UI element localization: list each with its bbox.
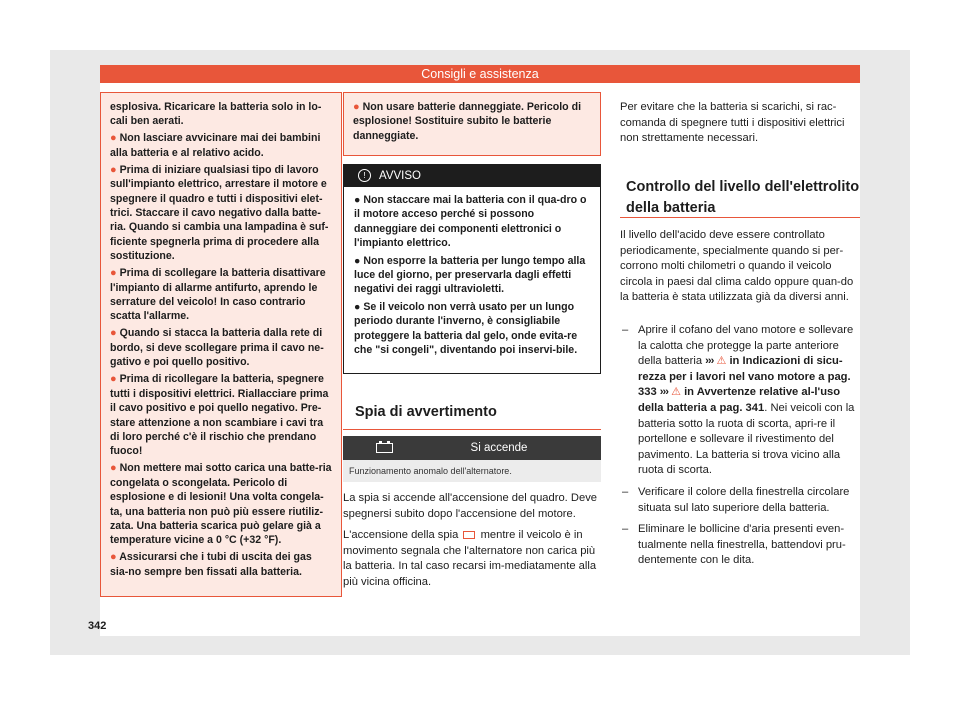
section-rule	[343, 429, 601, 430]
dash: –	[622, 485, 629, 498]
avviso-text: Non esporre la batteria per lungo tempo alla luce del giorno, per preservarla dagli effetti negativi dei raggi ultravioletti.	[354, 254, 586, 296]
step3-text: Eliminare le bollicine d'aria presenti even-tualmente nella finestrella, battendovi pru-dentemente con le dita.	[638, 523, 846, 567]
bullet-icon: ●	[110, 163, 117, 176]
step1-ref-2[interactable]: in Avvertenze relative al-l'uso della batteria a pag. 341	[638, 386, 841, 414]
bullet-icon: ●	[354, 300, 364, 313]
warning-text: Prima di iniziare qualsiasi tipo di lavoro sull'impianto elettrico, arrestare il motore e spegnere il quadro e tutti i dispositivi elet-trici. Staccare il cavo negativo dalla batte-ria. Quando si cambia una lampadina è suf-ficiente spegnerla prima di procedere alla sostituzione.	[110, 163, 329, 263]
avviso-item	[354, 254, 590, 297]
page-header: Consigli e assistenza	[100, 65, 860, 83]
step1-text: Aprire il cofano del vano motore e sollevare la calotta che protegge la parte anteriore della batteria	[638, 324, 854, 368]
spia-para-1: La spia si accende all'accensione del quadro. Deve spegnersi subito dopo l'accensione del motore.	[343, 492, 598, 520]
intro-text: Per evitare che la batteria si scarichi, si rac-comanda di spegnere tutti i dispositivi elettrici non strettamente necessari.	[620, 101, 845, 145]
warning-item	[110, 372, 332, 458]
battery-icon	[376, 443, 393, 453]
warning-item	[110, 266, 332, 324]
warning-item	[110, 326, 332, 369]
dash: –	[622, 324, 629, 336]
info-circle-icon: !	[358, 169, 371, 182]
spia-para-2	[343, 528, 601, 590]
step1-tail: . Nei veicoli con la batteria sotto la ruota di scorta, apri-re il portellone e sollevare il rivestimento del pavimento. La batteria si trova vicino alla ruota di scorta.	[638, 401, 855, 477]
section-title-elettrolito: Controllo del livello dell'elettrolito della batteria	[626, 179, 860, 216]
arrows: ›››	[705, 355, 714, 368]
bullet-icon: ●	[110, 462, 117, 475]
warning-box-col1	[100, 92, 342, 597]
col3-para	[620, 228, 860, 312]
warning-lamp-bar	[343, 436, 601, 460]
bullet-icon: ●	[354, 194, 364, 206]
warning-item	[110, 163, 332, 264]
step1-ref-1[interactable]: in Indicazioni di sicu-rezza per i lavori nel vano motore a pag. 333	[638, 355, 851, 399]
warning-item	[353, 100, 591, 143]
avviso-text: Se il veicolo non verrà usato per un lungo periodo durante l'inverno, è consigliabile proteggere la batteria dal gelo, onde evita-re che "si congeli", diventando poi inservi-bile.	[354, 300, 578, 357]
bullet-icon: ●	[110, 132, 117, 145]
step2-text: Verificare il colore della finestrella circolare situata sul lato superiore della batteria.	[638, 485, 850, 514]
lamp-note: Funzionamento anomalo dell'alternatore.	[343, 460, 601, 482]
avviso-header	[344, 165, 600, 187]
bullet-icon: ●	[110, 373, 117, 386]
elettrolito-para: Il livello dell'acido deve essere controllato periodicamente, specialmente quando si per-corrono molti chilometri o quando il veicolo circola in paesi dal clima caldo oppure quan-do la batteria è stata utilizzata già da diversi anni.	[620, 229, 854, 304]
warning-triangle-icon: ⚠	[671, 386, 681, 399]
warning-text: esplosiva. Ricaricare la batteria solo in lo-cali ben aerati.	[110, 101, 322, 128]
lamp-label: Si accende	[470, 442, 528, 454]
warning-text: Prima di ricollegare la batteria, spegnere tutti i dispositivi elettrici. Riallacciare prima il cavo positivo e poi quello negativo. Pre-stare attenzione a non scambiare i cavi tra di loro perché c'è il rischio che prendano fuoco!	[110, 373, 329, 458]
avviso-text: Non staccare mai la batteria con il qua-dro o il motore acceso perché si possono danneggiare dei componenti elettronici o l'impianto elettrico.	[354, 194, 587, 250]
avviso-box	[343, 164, 601, 374]
warning-item	[110, 100, 332, 129]
warning-text: Assicurarsi che i tubi di uscita dei gas sia-no sempre ben fissati alla batteria.	[110, 551, 312, 578]
spia-body	[343, 491, 601, 597]
warning-text: Non mettere mai sotto carica una batte-ria congelata o scongelata. Pericolo di esplosione e di lesioni! Una volta congela-ta, una batteria non può più essere riutiliz-zata. Una batteria scarica può gelare già a temperature vicine a 0 °C (+32 °F).	[110, 462, 332, 547]
list-item	[620, 323, 860, 479]
warning-text: Non usare batterie danneggiate. Pericolo di esplosione! Sostituire subito le batterie danneggiate.	[353, 101, 582, 142]
bullet-icon: ●	[110, 267, 117, 280]
avviso-item	[354, 300, 590, 358]
section-rule	[620, 217, 860, 218]
battery-icon-inline	[463, 531, 475, 539]
warning-item	[110, 550, 332, 579]
avviso-item	[354, 193, 590, 251]
arrows: ›››	[659, 386, 668, 399]
list-item	[620, 485, 860, 516]
list-item	[620, 522, 860, 569]
warning-text: Non lasciare avvicinare mai dei bambini alla batteria e al relativo acido.	[110, 132, 321, 159]
bullet-icon: ●	[354, 254, 364, 267]
spia-para-2-before: L'accensione della spia	[343, 529, 459, 542]
page-number: 342	[88, 620, 107, 632]
bullet-icon: ●	[110, 551, 117, 564]
warning-list	[110, 100, 332, 579]
warning-item	[110, 461, 332, 547]
dash: –	[622, 523, 629, 536]
col3-intro	[620, 100, 860, 153]
steps-list	[620, 323, 860, 575]
spia-para-2-after: mentre il veicolo è in movimento segnala che l'alternatore non carica più la batteria. In tal caso recarsi im-mediatamente alla più vicina officina.	[343, 529, 597, 588]
bullet-icon: ●	[353, 101, 360, 113]
warning-triangle-icon: ⚠	[716, 355, 727, 368]
section-title-spia: Spia di avvertimento	[355, 404, 497, 420]
warning-item	[110, 131, 332, 160]
bullet-icon: ●	[110, 327, 117, 340]
warning-text: Prima di scollegare la batteria disattivare l'impianto di allarme antifurto, aprendo le serrature del veicolo! In caso contrario scatta l'allarme.	[110, 267, 326, 323]
warning-text: Quando si stacca la batteria dalla rete di bordo, si deve scollegare prima il cavo ne-gativo e poi quello positivo.	[110, 327, 324, 369]
warning-box-col2	[343, 92, 601, 156]
avviso-title: AVVISO	[379, 170, 421, 182]
avviso-list	[344, 187, 600, 357]
